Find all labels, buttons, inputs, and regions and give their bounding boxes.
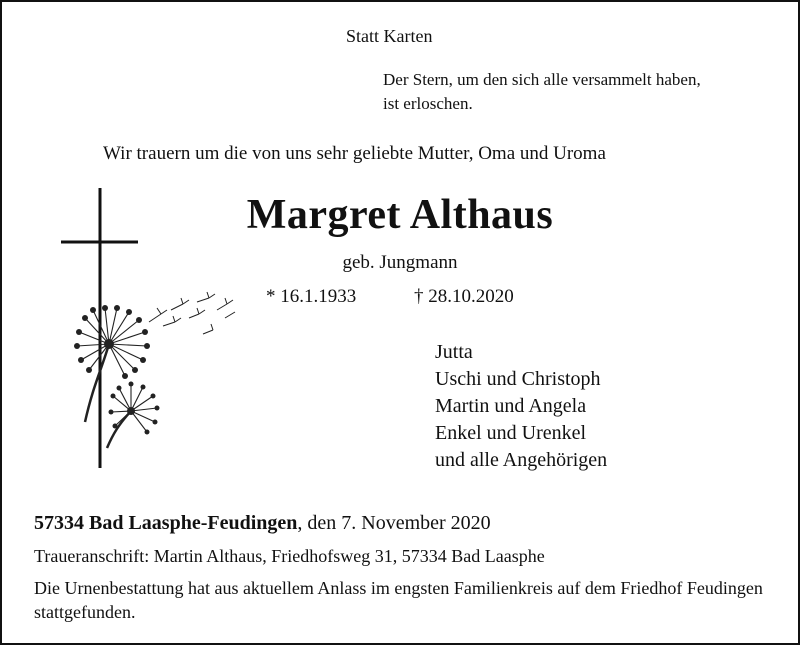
place-name: 57334 Bad Laasphe-Feudingen (34, 512, 298, 534)
burial-note: Die Urnenbestattung hat aus aktuellem Anlass im engsten Familienkreis auf dem Friedhof Feudingen stattgefunden. (34, 578, 763, 622)
place-date-line (34, 511, 491, 535)
mourners-list (435, 339, 607, 474)
statt-karten-heading: Statt Karten (346, 26, 433, 46)
mourner-item: Uschi und Christoph (435, 368, 601, 390)
mourning-address: Traueranschrift: Martin Althaus, Friedhofsweg 31, 57334 Bad Laasphe (34, 546, 545, 566)
mourner-item: Jutta (435, 341, 473, 363)
birth-date: * 16.1.1933 (266, 286, 357, 307)
quote-line-2: ist erloschen. (383, 94, 473, 113)
mourner-item: Enkel und Urenkel (435, 422, 587, 444)
mourner-item: und alle Angehörigen (435, 449, 608, 471)
quote (383, 68, 701, 116)
death-date: † 28.10.2020 (414, 286, 514, 307)
quote-line-1: Der Stern, um den sich alle versammelt haben, (383, 70, 701, 89)
notice-date: , den 7. November 2020 (297, 512, 491, 534)
dandelion-icon (74, 292, 235, 448)
birth-name: geb. Jungmann (342, 252, 458, 273)
mourner-item: Martin und Angela (435, 395, 587, 417)
deceased-name: Margret Althaus (246, 192, 554, 238)
intro-text: Wir trauern um die von uns sehr geliebte Mutter, Oma und Uroma (103, 143, 606, 164)
